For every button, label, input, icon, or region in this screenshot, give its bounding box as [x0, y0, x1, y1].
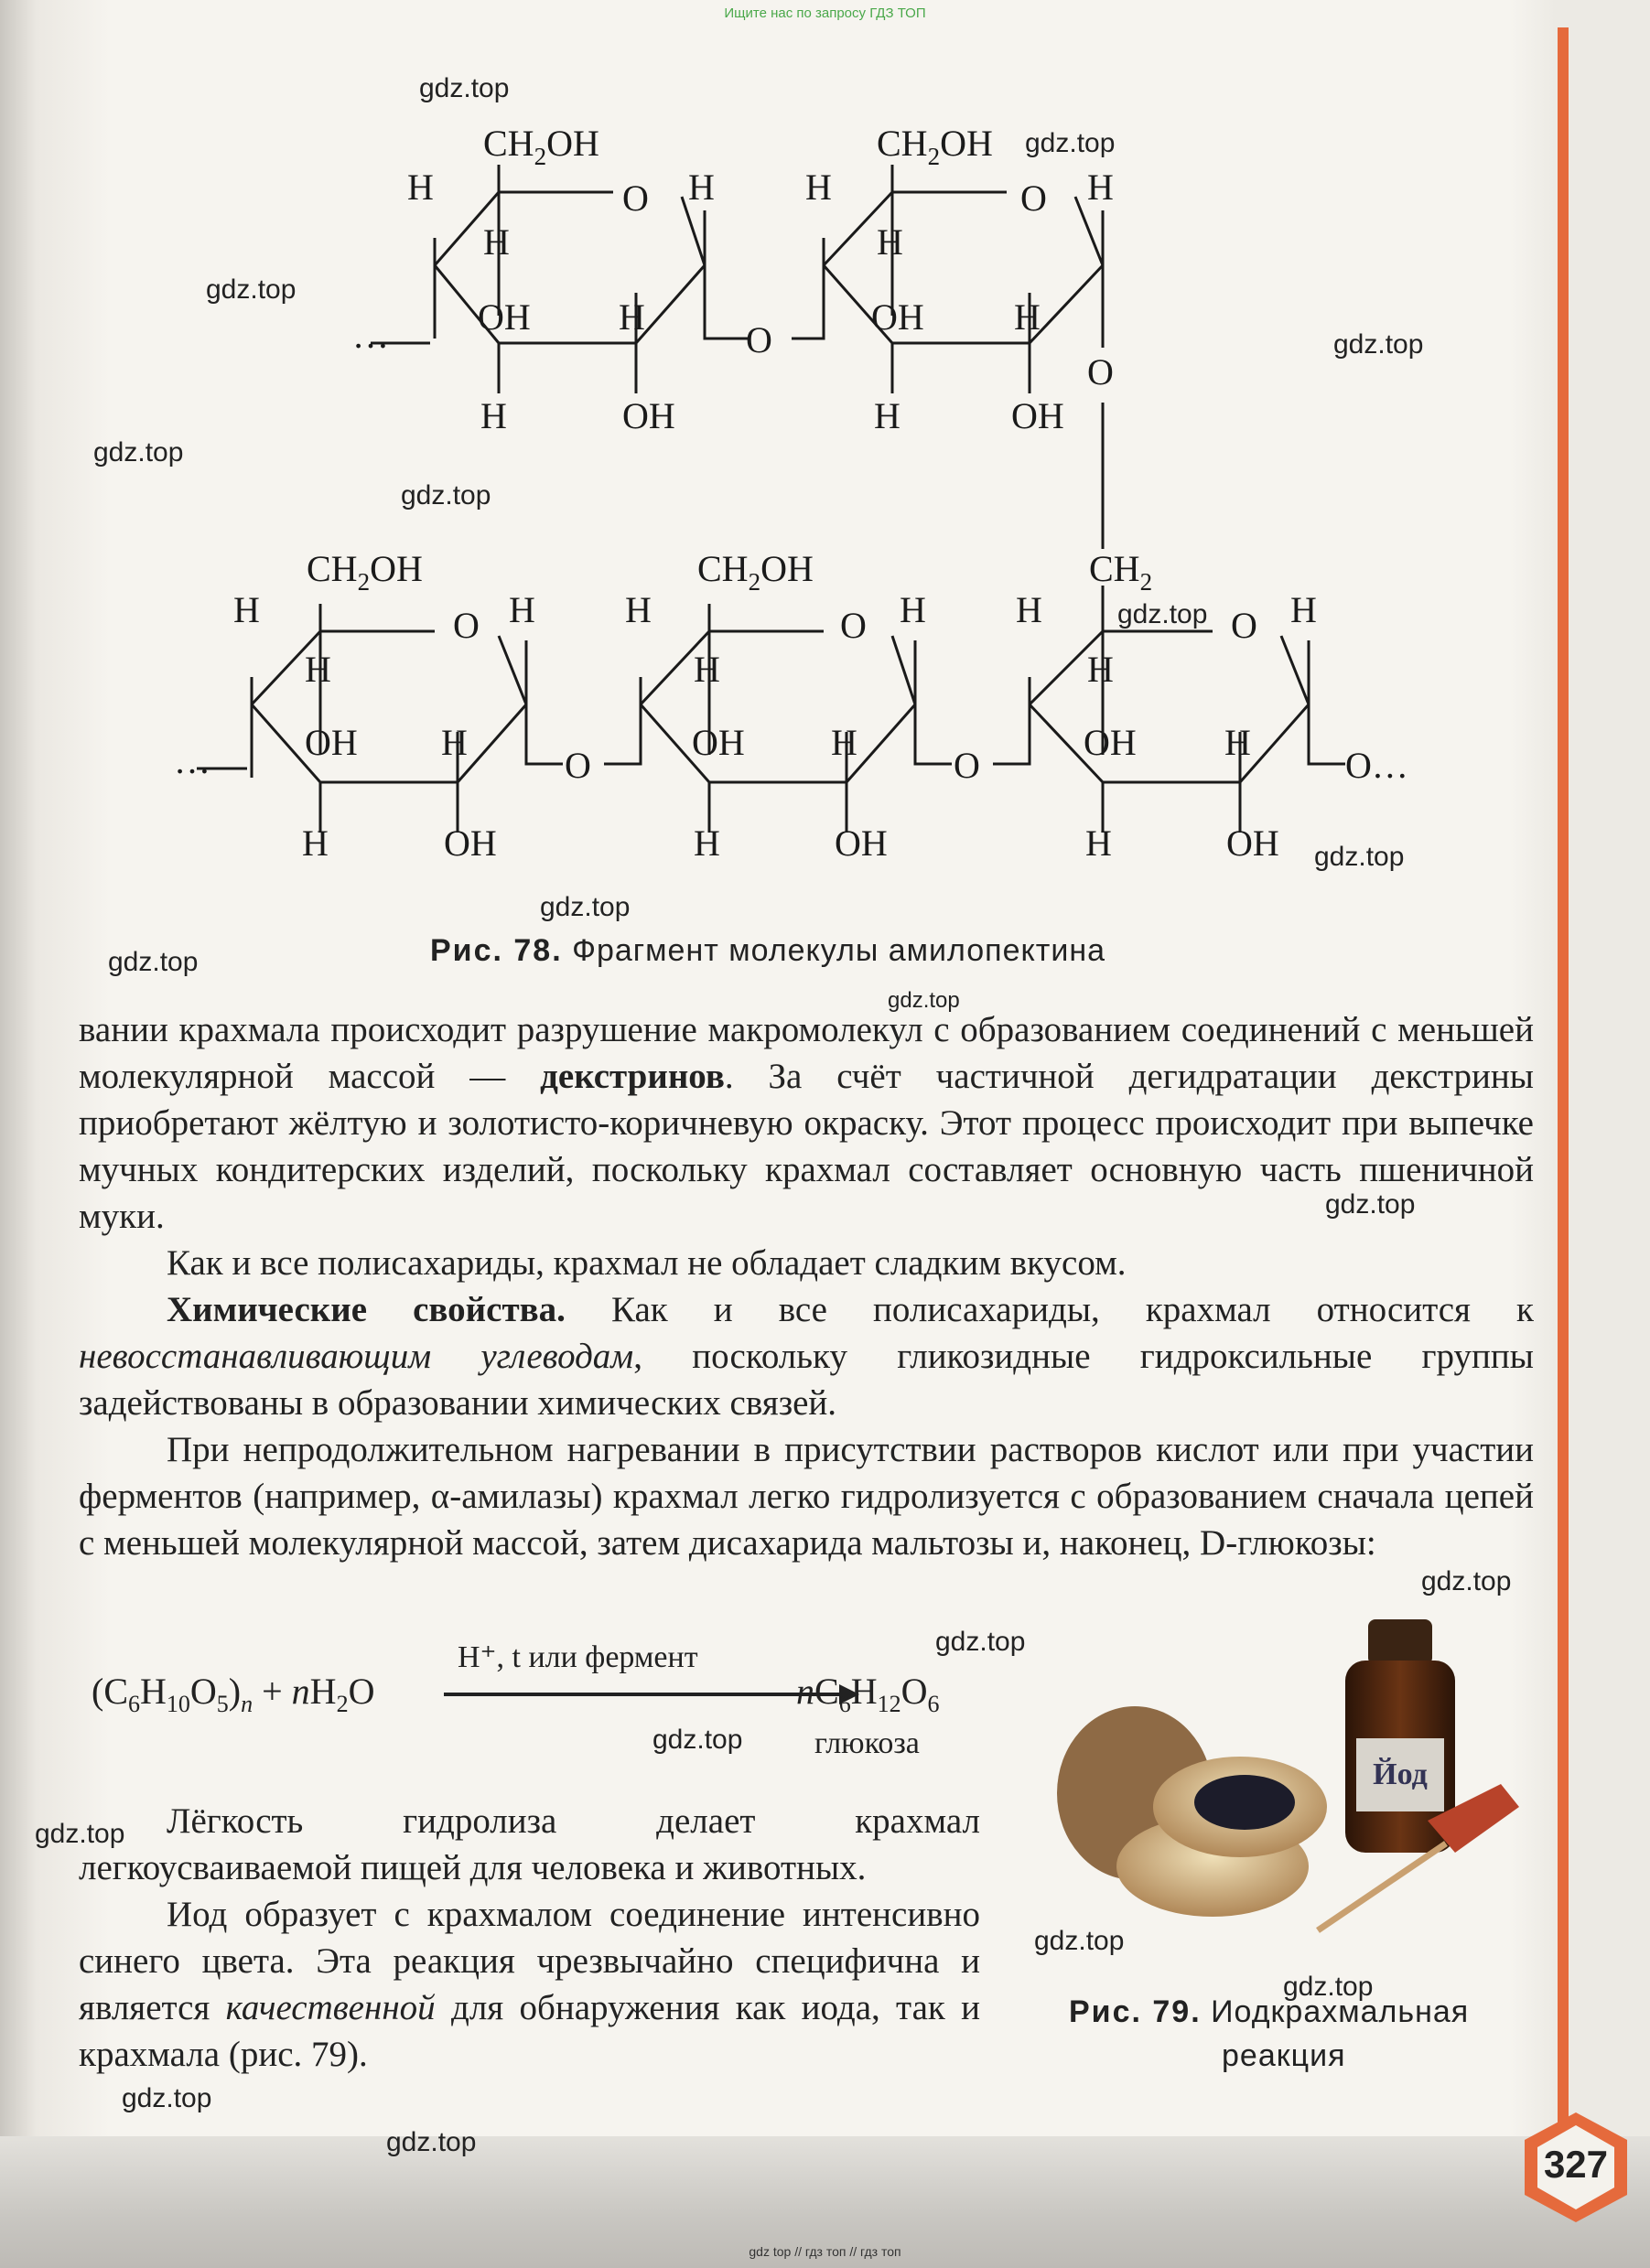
h-label: H: [805, 167, 832, 208]
ch2oh-label: $CH_2OH$: [877, 123, 993, 170]
h-label: H: [302, 822, 329, 864]
amylopectin-structure: [0, 0, 1650, 915]
oh-label: OH: [622, 395, 675, 436]
h-label: H: [874, 395, 900, 436]
watermark: gdz.top: [35, 1819, 125, 1849]
paragraph-5: Лёгкость гидролиза делает крахмал легкоусваиваемой пищей для человека и животных.: [79, 1801, 980, 1887]
h-label: H: [441, 722, 468, 763]
equation-left-side: $(C_6H_{10}O_5)_n + nH_2O$: [92, 1671, 375, 1717]
o-label: O: [1231, 605, 1257, 646]
top-ring-2: [824, 165, 1103, 549]
h-label: H: [1290, 589, 1317, 630]
watermark: gdz.top: [122, 2083, 212, 2113]
watermark: gdz.top: [206, 274, 297, 305]
h-label: H: [305, 649, 331, 690]
h-label: H: [619, 296, 645, 338]
watermark: gdz.top: [1283, 1972, 1374, 2002]
paragraph-3: Химические свойства. Как и все полисахариды, крахмал относится к невосстанавливающим углеводам, поскольку гликозидные гидроксильные группы задействованы в образовании химических связей.: [79, 1290, 1534, 1423]
paragraph-1: вании крахмала происходит разрушение макромолекул с образованием соединений с меньшей молекулярной массой — декстринов. За счёт частичной дегидратации декстрины приобретают жёлтую и золотисто-коричневую окраску. Этот процесс происходит при выпечке мучных кондитерских изделий, поскольку крахмал составляет основную часть пшеничной муки.: [79, 1010, 1534, 1236]
oh-label: OH: [1084, 722, 1137, 763]
main-text: [79, 1006, 1534, 1566]
h-label: H: [877, 221, 903, 263]
h-label: H: [900, 589, 926, 630]
product-name: глюкоза: [814, 1726, 920, 1760]
watermark: gdz.top: [1117, 599, 1208, 629]
equation-right-side: $nC_6H_{12}O_6$: [796, 1671, 940, 1717]
oh-label: OH: [1011, 395, 1064, 436]
bottle-label-text: Йод: [1373, 1757, 1428, 1791]
watermark: gdz.top: [1034, 1926, 1125, 1956]
h-label: H: [831, 722, 857, 763]
h-label: H: [509, 589, 535, 630]
reaction-condition: H⁺, t или фермент: [458, 1640, 698, 1674]
ch2oh-label: $CH_2OH$: [697, 548, 814, 596]
o-label: O: [840, 605, 867, 646]
dropper-tube: [1318, 1843, 1446, 1930]
top-banner[interactable]: Ищите нас по запросу ГДЗ ТОП: [724, 5, 926, 21]
ch2oh-label: $CH_2OH$: [307, 548, 423, 596]
figure-78-caption: [430, 933, 1105, 969]
figure-number: Рис. 79.: [1069, 1994, 1202, 2029]
o-label: O: [1087, 351, 1114, 392]
paragraph-2: Как и все полисахариды, крахмал не обладает сладким вкусом.: [167, 1243, 1127, 1283]
h-label: H: [625, 589, 652, 630]
watermark: gdz.top: [540, 892, 631, 922]
figure-79-caption-line2: реакция: [1222, 2038, 1346, 2073]
oh-label: OH: [692, 722, 745, 763]
term-dextrins: декстринов: [540, 1057, 725, 1096]
dots-label: …: [352, 315, 389, 356]
o-label: O: [565, 745, 591, 786]
lower-text: [79, 1798, 980, 2078]
o-label: O: [1020, 177, 1047, 219]
watermark: gdz.top: [401, 480, 491, 511]
o-label: O: [622, 177, 649, 219]
o-label: O: [453, 605, 480, 646]
watermark: gdz.top: [888, 988, 960, 1013]
oh-label: OH: [1226, 822, 1279, 864]
bottom-banner[interactable]: gdz top // гдз топ // гдз топ: [749, 2244, 901, 2259]
h-label: H: [407, 167, 434, 208]
h-label: H: [694, 822, 720, 864]
reaction-arrow: [444, 1693, 856, 1696]
figure-number: Рис. 78.: [430, 933, 563, 968]
watermark: gdz.top: [1333, 329, 1424, 360]
h-label: H: [1016, 589, 1042, 630]
o-dots-label: O…: [1345, 745, 1408, 786]
o-label: O: [954, 745, 980, 786]
watermark: gdz.top: [1314, 842, 1405, 872]
h-label: H: [1085, 822, 1112, 864]
h-label: H: [694, 649, 720, 690]
paragraph-6: Иод образует с крахмалом соединение интенсивно синего цвета. Эта реакция чрезвычайно специфична и является качественной для обнаружения как иода, так и крахмала (рис. 79).: [79, 1895, 980, 2074]
h-label: H: [233, 589, 260, 630]
ch2oh-label: $CH_2OH$: [483, 123, 599, 170]
ch2-label: $CH_2$: [1089, 548, 1153, 596]
h-label: H: [483, 221, 510, 263]
figure-caption-text: Фрагмент молекулы амилопектина: [572, 933, 1106, 968]
h-label: H: [1224, 722, 1251, 763]
oh-label: OH: [444, 822, 497, 864]
page-number-badge: [1517, 2109, 1634, 2226]
bottom-ring-1: [197, 604, 641, 833]
h-label: H: [688, 167, 715, 208]
top-ring-labels: [352, 123, 1114, 436]
o-label: O: [746, 319, 772, 360]
paragraph-4: При непродолжительном нагревании в присутствии растворов кислот или при участии ферментов (например, α-амилазы) крахмал легко гидролизуется с образованием сначала цепей с меньшей молекулярной массой, затем дисахарида мальтозы и, наконец, D-глюкозы:: [79, 1430, 1534, 1563]
oh-label: OH: [871, 296, 924, 338]
watermark: gdz.top: [935, 1627, 1026, 1657]
dots-label: …: [174, 740, 210, 781]
watermark: gdz.top: [652, 1725, 743, 1755]
bottom-ring-2: [641, 604, 1030, 833]
h-label: H: [480, 395, 507, 436]
watermark: gdz.top: [419, 73, 510, 103]
watermark: gdz.top: [108, 947, 199, 977]
bottle-cap: [1368, 1619, 1432, 1665]
page-number: 327: [1543, 2143, 1609, 2186]
h-label: H: [1087, 649, 1114, 690]
watermark: gdz.top: [93, 437, 184, 468]
bottom-ring-labels: [174, 548, 1408, 864]
figure-79-caption: [1069, 1994, 1469, 2030]
watermark: gdz.top: [1025, 128, 1116, 158]
watermark: gdz.top: [386, 2127, 477, 2157]
oh-label: OH: [478, 296, 531, 338]
watermark: gdz.top: [1421, 1566, 1512, 1596]
section-heading: Химические свойства.: [167, 1290, 566, 1329]
h-label: H: [1014, 296, 1041, 338]
iodine-stain: [1194, 1775, 1295, 1830]
h-label: H: [1087, 167, 1114, 208]
watermark: gdz.top: [1325, 1189, 1416, 1220]
oh-label: OH: [305, 722, 358, 763]
oh-label: OH: [835, 822, 888, 864]
figure-caption-text: Иодкрахмальная: [1211, 1994, 1470, 2029]
